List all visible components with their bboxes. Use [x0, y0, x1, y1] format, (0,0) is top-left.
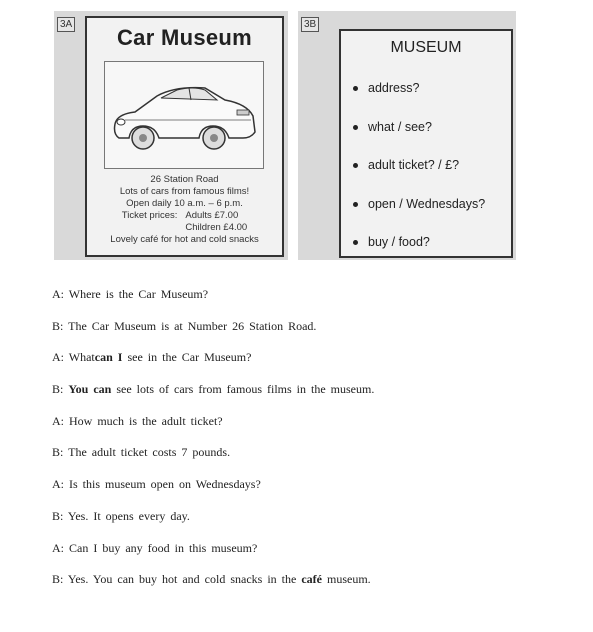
dialogue-line: A: Where is the Car Museum? [52, 287, 209, 301]
dialogue-line: A: Whatcan I see in the Car Museum? [52, 350, 252, 365]
ticket-prices [87, 210, 282, 234]
bullet-icon [353, 240, 358, 245]
car-museum-poster [85, 16, 284, 257]
prompt-list [353, 81, 485, 274]
adult-price: Adults £7.00 [185, 210, 239, 221]
question-card-title: MUSEUM [390, 39, 462, 56]
card-3a-tag: 3A [57, 17, 75, 32]
museum-info [87, 174, 282, 246]
museum-description: Lots of cars from famous films! [119, 186, 250, 197]
prompt-item: open / Wednesdays? [353, 197, 485, 236]
prompt-item: adult ticket? / £? [353, 158, 485, 197]
dialogue-line: B: Yes. You can buy hot and cold snacks in the café museum. [52, 572, 371, 587]
museum-hours: Open daily 10 a.m. – 6 p.m. [126, 198, 243, 209]
prompt-item: address? [353, 81, 485, 120]
dialogue-line: A: Can I buy any food in this museum? [52, 540, 258, 555]
prices-label: Ticket prices: [121, 210, 178, 221]
child-price: Children £4.00 [185, 222, 248, 233]
dialogue-line: A: Is this museum open on Wednesdays? [52, 477, 261, 492]
card-3a [54, 11, 288, 260]
question-card [339, 29, 513, 258]
museum-address: 26 Station Road [150, 174, 219, 185]
dialogue-line: B: The Car Museum is at Number 26 Station Road. [52, 318, 317, 333]
card-3b-tag: 3B [301, 17, 319, 32]
dialogue-line: B: Yes. It opens every day. [52, 508, 190, 523]
poster-title: Car Museum [116, 25, 253, 50]
dialogue-line: A: How much is the adult ticket? [52, 413, 223, 428]
prompt-item: what / see? [353, 120, 485, 159]
dialogue-line: B: The adult ticket costs 7 pounds. [52, 445, 231, 460]
bullet-icon [353, 86, 358, 91]
car-illustration [104, 61, 264, 169]
dialogue-line: B: You can see lots of cars from famous films in the museum. [52, 382, 375, 397]
prompt-item: buy / food? [353, 235, 485, 274]
dialogue [52, 287, 374, 604]
card-3b [298, 11, 516, 260]
bullet-icon [353, 163, 358, 168]
bullet-icon [353, 125, 358, 130]
museum-cafe: Lovely café for hot and cold snacks [110, 234, 259, 245]
bullet-icon [353, 202, 358, 207]
